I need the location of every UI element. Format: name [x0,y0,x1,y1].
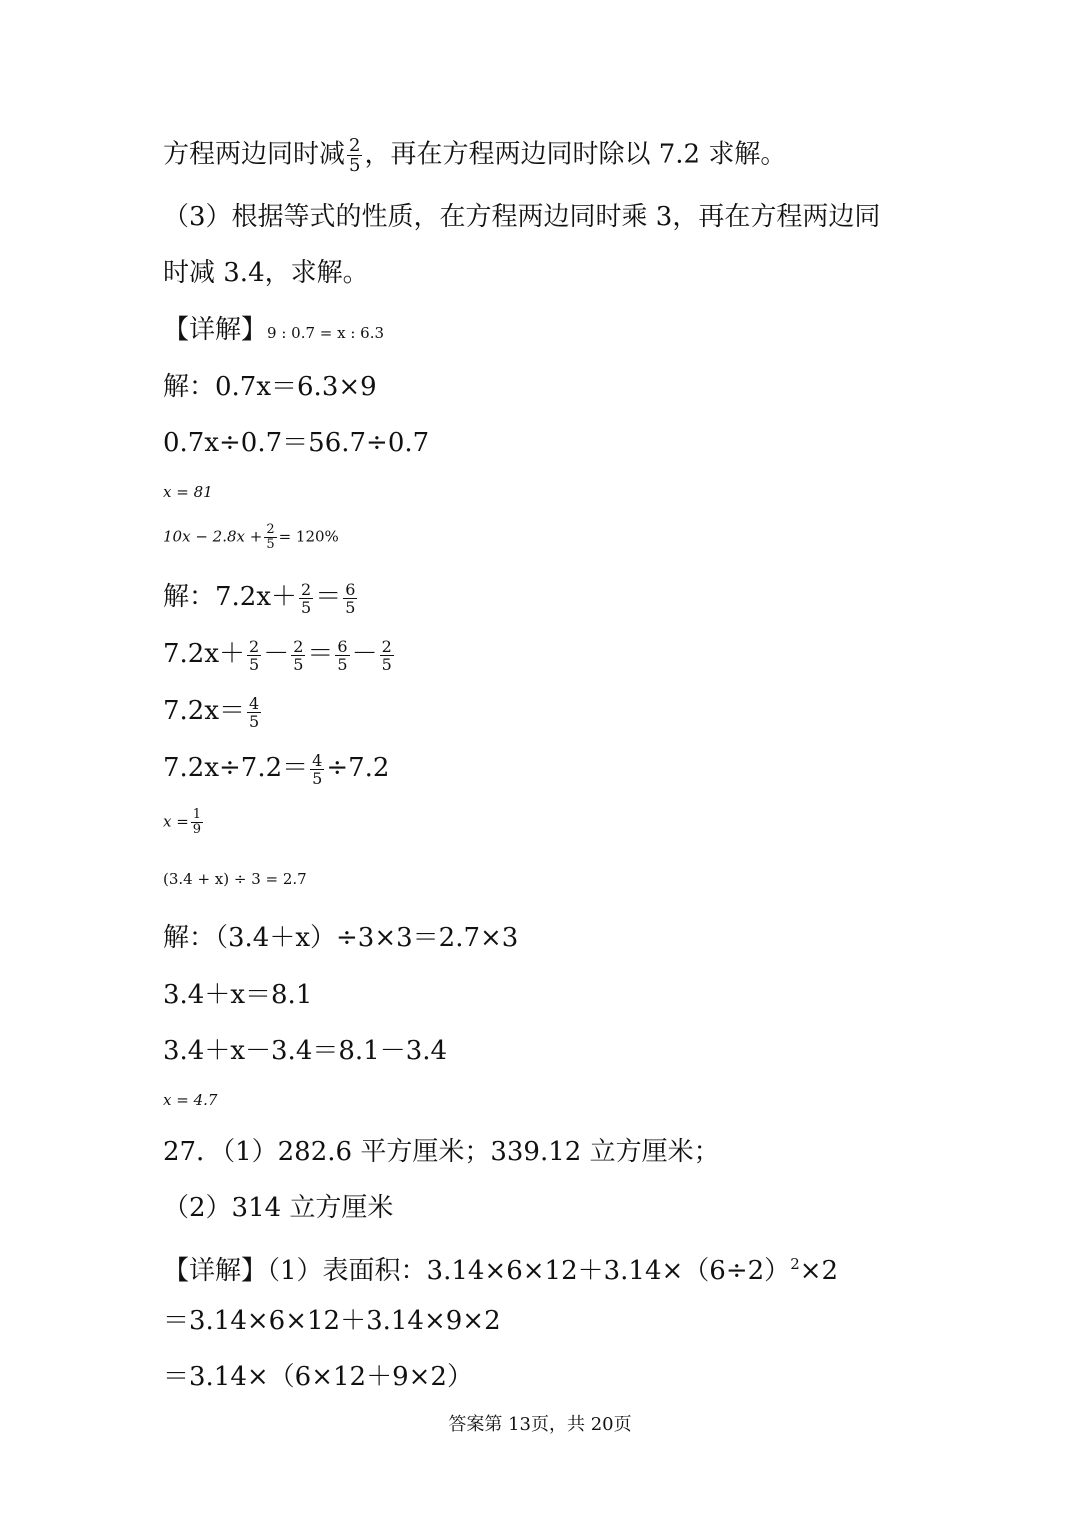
equation: 9 : 0.7 = x : 6.3 [267,324,385,342]
line-text: ×2 [799,1256,839,1286]
detail-label: 【详解】 [163,315,268,345]
line-text: 解：7.2x＋ [163,582,298,612]
line-text: ＝ [315,582,342,612]
solve-line: 3.4＋x＝8.1 [163,980,313,1010]
fraction-2-5: $\frac{2}{5}$ [301,579,312,617]
line-text: 【详解】（1）表面积：3.14×6×12＋3.14×（6÷2） [163,1256,791,1286]
detail-line [163,313,384,347]
fraction-2-5: $\frac{2}{5}$ [249,636,260,674]
fraction-4-5: $\frac{4}{5}$ [249,693,260,731]
solve-line [163,580,359,616]
solve-line: 解：0.7x＝6.3×9 [163,372,377,402]
line-text: ，再在方程两边同时除以 7.2 求解。 [364,139,787,170]
exponent: 2 [790,1255,800,1273]
equation-result: x = 81 [163,483,213,501]
text-line-3: 时减 3.4，求解。 [163,258,369,288]
text-line-2: （3）根据等式的性质，在方程两边同时乘 3，再在方程两边同 [163,202,881,232]
fraction-2-5: $\frac{2}{5}$ [266,522,275,552]
line-text: － [351,639,378,669]
equation-text: 10x − 2.8x + [163,527,263,546]
fraction-2-5: $\frac{2}{5}$ [349,135,361,176]
line-text: 7.2x＝ [163,696,246,726]
answer-27-2: （2）314 立方厘米 [163,1193,394,1223]
calc-line: ＝3.14×（6×12＋9×2） [163,1362,473,1392]
fraction-2-5: $\frac{2}{5}$ [293,636,304,674]
line-text: 方程两边同时减 [163,139,346,170]
solve-line [163,694,263,730]
equation-result [163,808,205,837]
line-text: 7.2x÷7.2＝ [163,753,309,783]
equation-text: = 120% [278,527,339,546]
solve-line: 解：（3.4＋x）÷3×3＝2.7×3 [163,923,519,953]
line-text: 7.2x＋ [163,639,246,669]
detail-line-27 [163,1247,838,1288]
fraction-4-5: $\frac{4}{5}$ [312,750,323,788]
solve-line [163,637,396,673]
solve-line: 0.7x÷0.7＝56.7÷0.7 [163,428,430,458]
fraction-6-5: $\frac{6}{5}$ [345,579,356,617]
answer-27-1: 27．（1）282.6 平方厘米；339.12 立方厘米； [163,1137,720,1167]
fraction-6-5: $\frac{6}{5}$ [337,636,348,674]
solve-line [163,751,389,787]
equation-3: (3.4 + x) ÷ 3 = 2.7 [163,870,307,888]
line-text: ＝ [307,639,334,669]
line-text: － [263,639,290,669]
solve-line: 3.4＋x－3.4＝8.1－3.4 [163,1036,448,1066]
page-footer: 答案第 13页，共 20页 [448,1414,632,1435]
equation-2 [163,523,339,552]
calc-line: ＝3.14×6×12＋3.14×9×2 [163,1306,501,1336]
equation-result: x = 4.7 [163,1091,218,1109]
equation-text: x = [163,812,189,831]
fraction-1-9: $\frac{1}{9}$ [192,807,202,837]
line-text: ÷7.2 [326,753,390,783]
text-line-1 [163,136,786,175]
fraction-2-5: $\frac{2}{5}$ [381,636,392,674]
